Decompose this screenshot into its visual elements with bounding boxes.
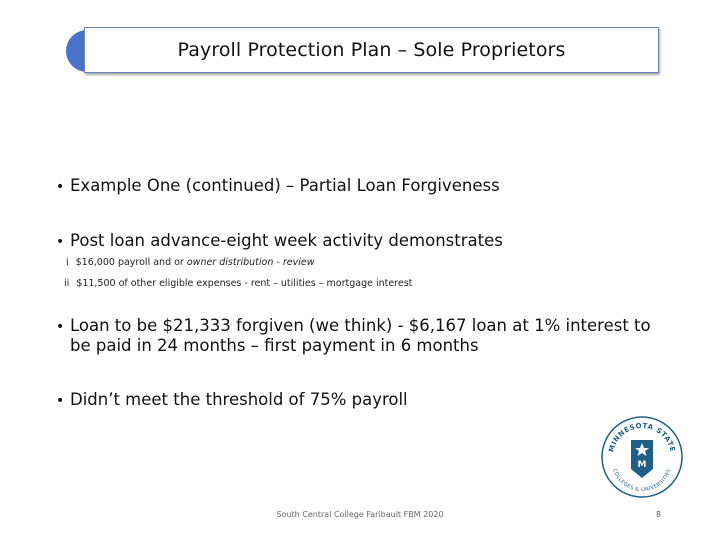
subitem-1 [66, 257, 314, 269]
subitem-1-italic: owner distribution - review [183, 257, 315, 268]
bullet-2 [56, 231, 503, 252]
seal-bottom-text: COLLEGES & UNIVERSITIES [611, 467, 673, 494]
seal-monogram: M [637, 460, 647, 470]
minnesota-state-seal-logo [600, 415, 684, 499]
bullet-2-text: Post loan advance-eight week activity demonstrates [70, 231, 503, 250]
slide-title: Payroll Protection Plan – Sole Proprietors [177, 39, 566, 61]
seal-top-text: MINNESOTA STATE [607, 421, 677, 454]
subitem-1-marker: i [66, 257, 69, 268]
bullet-4-text: Didn’t meet the threshold of 75% payroll [70, 390, 408, 409]
title-box [84, 27, 659, 73]
subitem-2-text: $11,500 of other eligible expenses - rent – utilities – mortgage interest [76, 278, 413, 289]
bullet-marker: • [56, 179, 65, 195]
bullet-1 [56, 176, 500, 197]
page-number: 8 [656, 510, 662, 519]
subitem-2 [64, 278, 412, 290]
bullet-3-text [70, 316, 651, 356]
bullet-marker: • [56, 319, 65, 335]
bullet-marker: • [56, 393, 65, 409]
bullet-4 [56, 390, 408, 411]
slide-footer: South Central College Faribault FBM 2020 [276, 510, 444, 519]
bullet-1-text: Example One (continued) – Partial Loan Forgiveness [70, 176, 500, 195]
subitem-2-marker: ii [64, 278, 70, 289]
bullet-marker: • [56, 234, 65, 250]
bullet-3-line-1: Loan to be $21,333 forgiven (we think) - $6,167 loan at 1% interest to [70, 316, 651, 335]
bullet-3-line-2: be paid in 24 months – first payment in 6 months [70, 336, 479, 355]
subitem-1-text: $16,000 payroll and or owner distribution - review [75, 257, 315, 268]
bullet-3 [56, 316, 676, 356]
